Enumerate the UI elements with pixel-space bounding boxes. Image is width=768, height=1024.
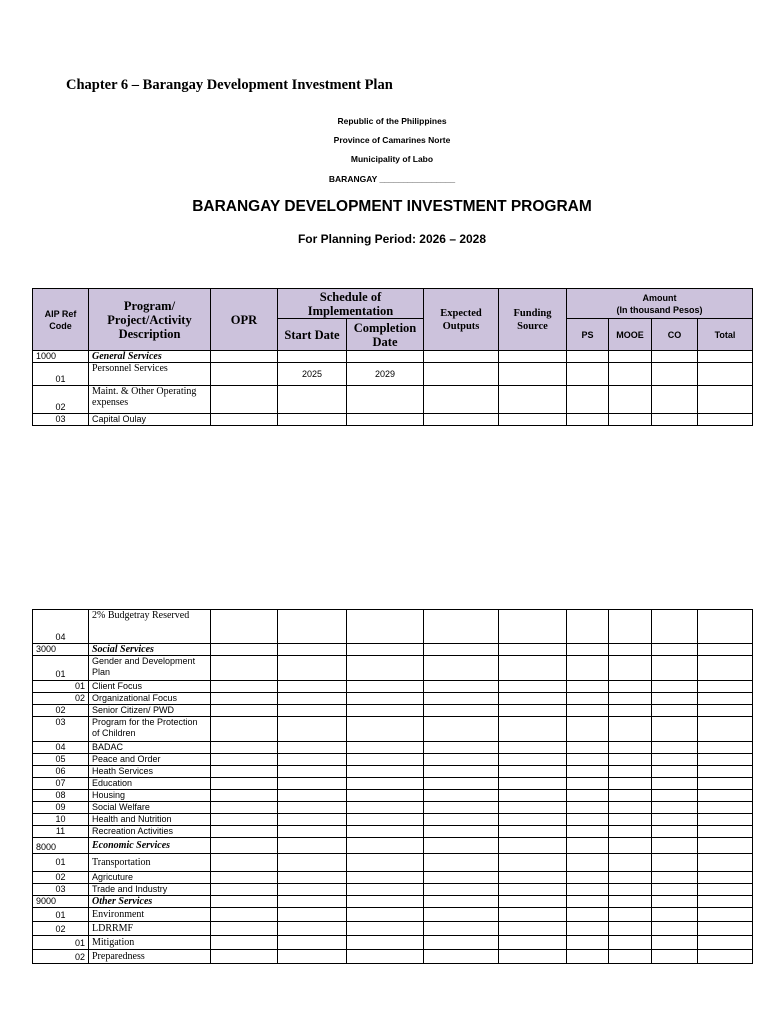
header-republic: Republic of the Philippines — [337, 116, 447, 126]
row-desc: Client Focus — [89, 681, 211, 693]
row-desc: LDRRMF — [89, 922, 211, 936]
table-row — [33, 414, 753, 426]
table-row — [33, 922, 753, 936]
row-desc: Transportation — [89, 854, 211, 872]
row-code: 01 — [33, 656, 89, 681]
table-row — [33, 854, 753, 872]
table-row — [33, 705, 753, 717]
table-row — [33, 802, 753, 814]
investment-table-part1 — [32, 288, 753, 426]
col-completion-date: Completion Date — [347, 319, 424, 351]
col-aip-ref: AIP Ref Code — [33, 289, 89, 351]
table-row — [33, 656, 753, 681]
row-code: 01 — [33, 936, 89, 950]
col-opr: OPR — [211, 289, 278, 351]
row-desc: Maint. & Other Operating expenses — [89, 386, 211, 414]
planning-period: For Planning Period: 2026 – 2028 — [297, 232, 487, 246]
row-code: 01 — [33, 681, 89, 693]
table-row — [33, 754, 753, 766]
row-code: 1000 — [33, 351, 89, 363]
row-desc: Education — [89, 778, 211, 790]
table-row — [33, 644, 753, 656]
row-code: 02 — [33, 386, 89, 414]
row-desc: Recreation Activities — [89, 826, 211, 838]
row-code: 11 — [33, 826, 89, 838]
row-desc: Heath Services — [89, 766, 211, 778]
row-code: 08 — [33, 790, 89, 802]
row-code: 02 — [33, 872, 89, 884]
row-desc: 2% Budgetray Reserved — [89, 610, 211, 644]
table-row — [33, 896, 753, 908]
table-row — [33, 872, 753, 884]
row-desc: Health and Nutrition — [89, 814, 211, 826]
table-row — [33, 790, 753, 802]
table-row — [33, 766, 753, 778]
row-code: 09 — [33, 802, 89, 814]
row-desc: Personnel Services — [89, 363, 211, 386]
table-row — [33, 884, 753, 896]
row-desc: Program for the Protection of Children — [89, 717, 211, 742]
table-row — [33, 386, 753, 414]
table-row — [33, 936, 753, 950]
row-code: 8000 — [33, 838, 89, 854]
investment-table-part2 — [32, 609, 753, 964]
row-code: 10 — [33, 814, 89, 826]
row-code: 3000 — [33, 644, 89, 656]
row-desc: Trade and Industry — [89, 884, 211, 896]
row-desc: BADAC — [89, 742, 211, 754]
table-row — [33, 742, 753, 754]
header-province: Province of Camarines Norte — [333, 135, 451, 145]
row-desc: Housing — [89, 790, 211, 802]
table-row — [33, 351, 753, 363]
col-schedule: Schedule of Implementation — [278, 289, 424, 319]
row-desc: Gender and Development Plan — [89, 656, 211, 681]
col-expected-outputs: Expected Outputs — [424, 289, 499, 351]
row-desc: Senior Citizen/ PWD — [89, 705, 211, 717]
col-start-date: Start Date — [278, 319, 347, 351]
table-row — [33, 610, 753, 644]
row-desc: Agricuture — [89, 872, 211, 884]
row-code: 03 — [33, 717, 89, 742]
table-row — [33, 814, 753, 826]
amount-unit: (In thousand Pesos) — [616, 304, 703, 315]
row-code: 02 — [33, 922, 89, 936]
table-row — [33, 681, 753, 693]
row-code: 03 — [33, 414, 89, 426]
document-title: BARANGAY DEVELOPMENT INVESTMENT PROGRAM — [192, 198, 592, 215]
table-row — [33, 826, 753, 838]
row-code: 02 — [33, 950, 89, 964]
col-amount — [567, 289, 753, 319]
row-code: 07 — [33, 778, 89, 790]
col-total: Total — [698, 319, 753, 351]
col-ppa-description: Program/ Project/Activity Description — [89, 289, 211, 351]
table-row — [33, 778, 753, 790]
row-desc: Mitigation — [89, 936, 211, 950]
chapter-title: Chapter 6 – Barangay Development Investment Plan — [66, 77, 393, 93]
row-desc: Capital Oulay — [89, 414, 211, 426]
row-code: 04 — [33, 610, 89, 644]
row-desc: Environment — [89, 908, 211, 922]
row-code: 03 — [33, 884, 89, 896]
header-barangay: BARANGAY ________________ — [328, 174, 456, 184]
header-municipality: Municipality of Labo — [350, 154, 434, 164]
row-code: 06 — [33, 766, 89, 778]
row-desc: Organizational Focus — [89, 693, 211, 705]
row-desc: Economic Services — [89, 838, 211, 854]
table-row — [33, 838, 753, 854]
row-code: 01 — [33, 908, 89, 922]
row-desc: Other Services — [89, 896, 211, 908]
table-row — [33, 717, 753, 742]
row-code: 05 — [33, 754, 89, 766]
row-desc: General Services — [89, 351, 211, 363]
row-desc: Peace and Order — [89, 754, 211, 766]
row-code: 01 — [33, 363, 89, 386]
row-code: 9000 — [33, 896, 89, 908]
row-desc: Social Services — [89, 644, 211, 656]
col-mooe: MOOE — [609, 319, 652, 351]
table-row — [33, 693, 753, 705]
col-ps: PS — [567, 319, 609, 351]
table-row — [33, 363, 753, 386]
col-co: CO — [652, 319, 698, 351]
row-desc: Preparedness — [89, 950, 211, 964]
row-code: 01 — [33, 854, 89, 872]
table-row — [33, 908, 753, 922]
row-start-date: 2025 — [278, 363, 347, 386]
table-row — [33, 950, 753, 964]
row-code: 04 — [33, 742, 89, 754]
row-desc: Social Welfare — [89, 802, 211, 814]
row-code: 02 — [33, 693, 89, 705]
amount-label: Amount — [642, 292, 677, 303]
row-code: 02 — [33, 705, 89, 717]
row-completion-date: 2029 — [347, 363, 424, 386]
col-funding-source: Funding Source — [499, 289, 567, 351]
